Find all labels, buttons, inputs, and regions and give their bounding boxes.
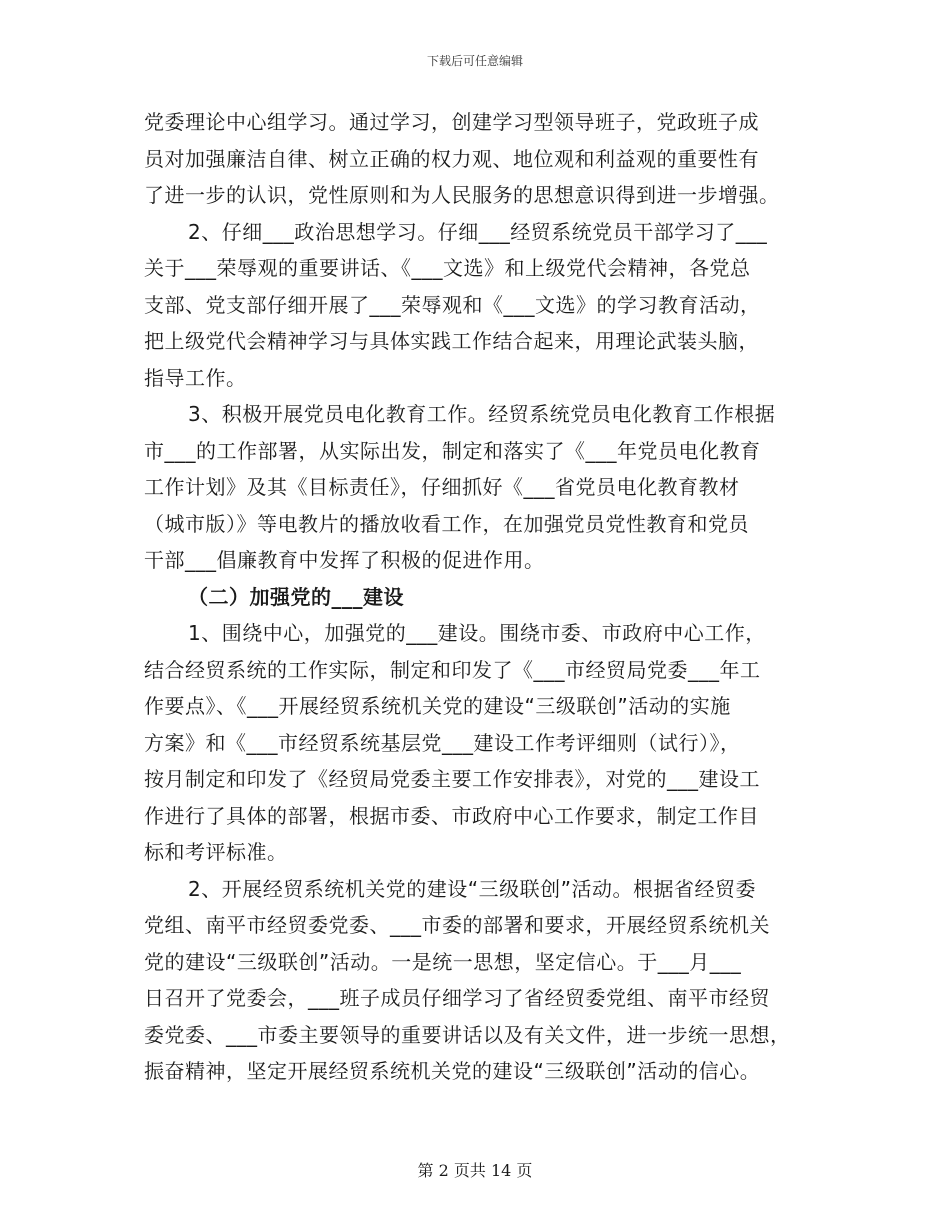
body-line: 委党委、___市委主要领导的重要讲话以及有关文件，进一步统一思想， (144, 1022, 791, 1047)
body-line: 把上级党代会精神学习与具体实践工作结合起来，用理论武装头脑， (144, 329, 759, 353)
section-heading: （二）加强党的___建设 (188, 584, 404, 609)
page-header: 下载后可任意编辑 (426, 54, 523, 68)
paragraph-start-line: 2、开展经贸系统机关党的建设“三级联创”活动。根据省经贸委 (188, 876, 756, 901)
body-line: 作进行了具体的部署，根据市委、市政府中心工作要求，制定工作目 (144, 803, 759, 828)
body-line: （城市版）》等电教片的播放收看工作，在加强党员党性教育和党员 (144, 511, 749, 536)
paragraph-start-line: 3、积极开展党员电化教育工作。经贸系统党员电化教育工作根据 (188, 402, 776, 426)
body-line: 党的建设“三级联创”活动。一是统一思想，坚定信心。于___月___ (144, 949, 742, 974)
body-line: 干部___倡廉教育中发挥了积极的促进作用。 (144, 548, 545, 572)
document-body (144, 104, 814, 1090)
body-line: 党组、南平市经贸委党委、___市委的部署和要求，开展经贸系统机关 (144, 913, 770, 937)
body-line: 市___的工作部署，从实际出发，制定和落实了《___年党员电化教育 (144, 438, 761, 463)
body-line: 方案》和《___市经贸系统基层党___建设工作考评细则（试行）》， (144, 730, 741, 755)
body-line: 作要点》、《___开展经贸系统机关党的建设“三级联创”活动的实施 (144, 694, 731, 718)
body-line: 支部、党支部仔细开展了___荣辱观和《___文选》的学习教育活动， (144, 292, 761, 317)
body-line: 指导工作。 (144, 365, 247, 390)
body-line: 工作计划》及其《目标责任》，仔细抓好《___省党员电化教育教材 (144, 475, 740, 499)
body-line: 结合经贸系统的工作实际，制定和印发了《___市经贸局党委___年工 (144, 657, 761, 682)
paragraph-start-line: 2、仔细___政治思想学习。仔细___经贸系统党员干部学习了___ (188, 219, 768, 244)
body-line: 员对加强廉洁自律、树立正确的权力观、地位观和利益观的重要性有 (144, 146, 759, 171)
body-line: 标和考评标准。 (144, 840, 288, 864)
body-line: 关于___荣辱观的重要讲话、《___文选》和上级党代会精神，各党总 (144, 256, 751, 280)
page-number-footer: 第 2 页共 14 页 (417, 1161, 533, 1180)
body-line: 按月制定和印发了《经贸局党委主要工作安排表》，对党的___建设工 (144, 767, 760, 791)
body-line: 了进一步的认识，党性原则和为人民服务的思想意识得到进一步增强。 (144, 183, 780, 207)
paragraph-start-line: 1、围绕中心，加强党的___建设。围绕市委、市政府中心工作， (188, 621, 766, 645)
body-line: 党委理论中心组学习。通过学习，创建学习型领导班子，党政班子成 (144, 110, 759, 134)
body-line: 日召开了党委会，___班子成员仔细学习了省经贸委党组、南平市经贸 (144, 986, 770, 1010)
body-line: 振奋精神，坚定开展经贸系统机关党的建设“三级联创”活动的信心。 (144, 1059, 761, 1083)
